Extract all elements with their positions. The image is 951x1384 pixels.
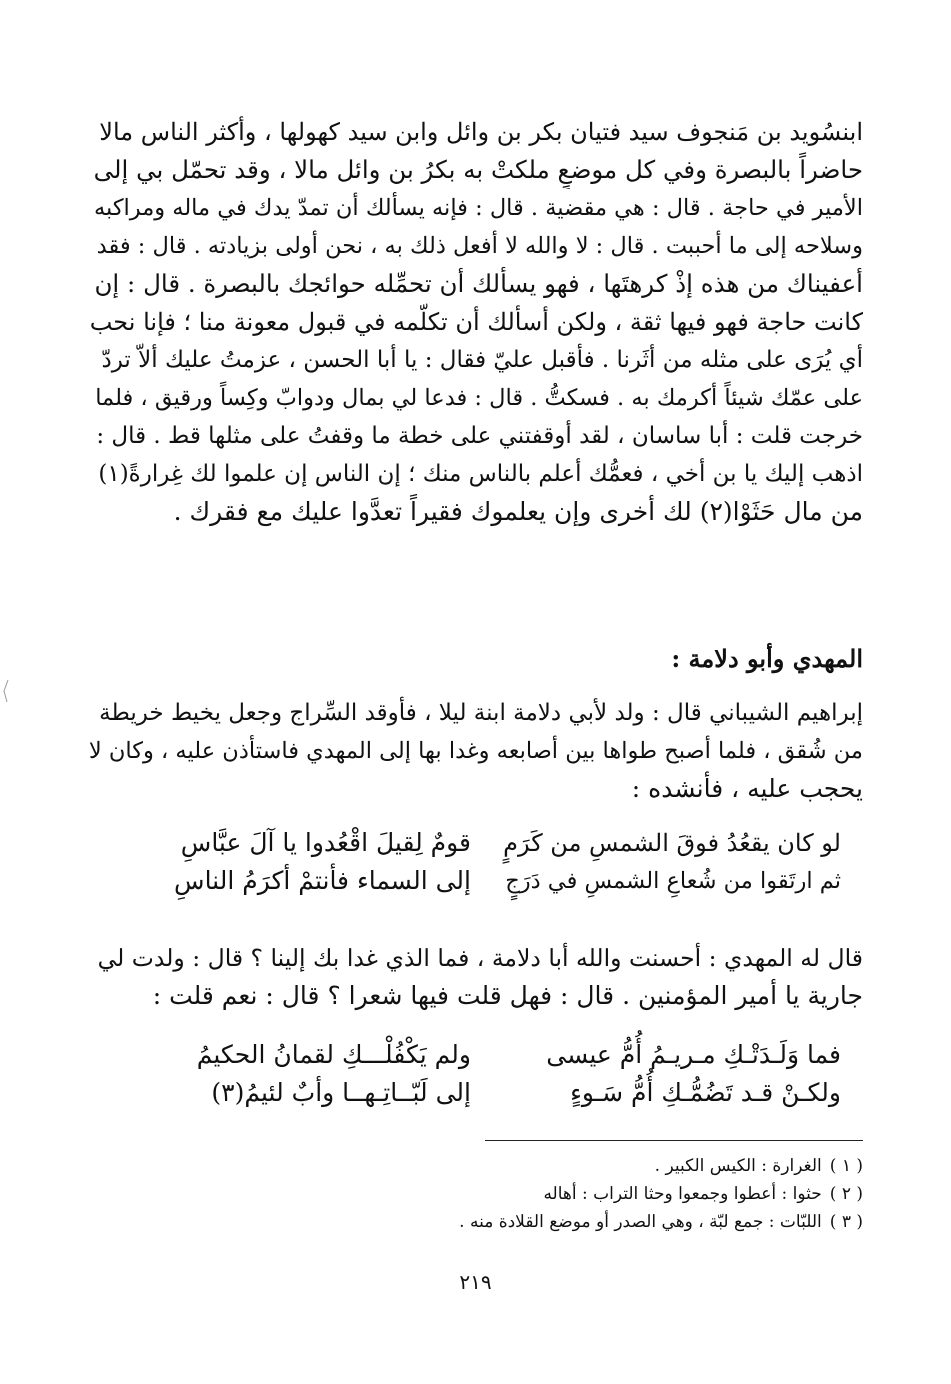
poem-verses-1 — [131, 824, 841, 900]
verse-row — [131, 824, 841, 862]
text-line: اذهب إليك يا بن أخي ، فعمُّك أعلم بالناس منك ؛ إن الناس إن علموا لك غِرارةً(١) — [98, 461, 863, 487]
second-hemistich: إلى لَبّــاتِـهــا وأبٌ لئيمُ(٣) — [211, 1078, 471, 1107]
paragraph-3 — [88, 939, 863, 1015]
paragraph-1 — [88, 113, 863, 531]
text-line: أعفيناك من هذه إذْ كرهتَها ، فهو يسألك أن تحمِّله حوائجك بالبصرة . قال : إن — [94, 269, 863, 298]
footnote-number: ( ٣ ) — [829, 1212, 863, 1232]
paragraph-2 — [88, 694, 863, 808]
page-number: ٢١٩ — [459, 1270, 492, 1294]
text-line: قال له المهدي : أحسنت والله أبا دلامة ، فما الذي غدا بك إلينا ؟ قال : ولدت لي — [97, 944, 863, 972]
text-line: جارية يا أمير المؤمنين . قال : فهل قلت فيها شعرا ؟ قال : نعم قلت : — [152, 981, 863, 1010]
scan-edge-mark — [2, 680, 10, 702]
footnote-text: اللبّات : جمع لبّة ، وهي الصدر أو موضع القلادة منه . — [459, 1212, 822, 1232]
footnote-divider — [485, 1140, 863, 1141]
text-line: وسلاحه إلى ما أحببت . قال : لا والله لا أفعل ذلك به ، نحن أولى بزيادته . قال : فقد — [96, 233, 863, 259]
second-hemistich: ولم يَكْفُلْـــكِ لقمانُ الحكيمُ — [196, 1040, 471, 1069]
text-line: ابنسُويد بن مَنجوف سيد فتيان بكر بن وائل وابن سيد كهولها ، وأكثر الناس مالا — [99, 118, 863, 146]
first-hemistich: فما وَلَـدَتْـكِ مـريـمُ أُمُّ عيسى — [546, 1040, 841, 1069]
footnote-text: حثوا : أعطوا وجمعوا وحثا التراب : أهاله — [543, 1184, 822, 1204]
text-line: كانت حاجة فهو فيها ثقة ، ولكن أسألك أن تكلّمه في قبول معونة منا ؛ فإنا نحب — [89, 308, 863, 336]
footnote — [88, 1180, 863, 1208]
footnote-number: ( ١ ) — [829, 1156, 863, 1176]
text-line: خرجت قلت : أبا ساسان ، لقد أوقفتني على خطة ما وقفتُ على مثلها قط . قال : — [96, 423, 863, 449]
text-line: يحجب عليه ، فأنشده : — [631, 774, 863, 803]
verse-row — [131, 862, 841, 900]
first-hemistich: ثم ارتَقوا من شُعاعِ الشمسِ في دَرَجٍ — [505, 868, 841, 894]
second-hemistich: قومٌ لِقيلَ اقْعُدوا يا آلَ عبَّاسِ — [180, 828, 471, 857]
text-line: إبراهيم الشيباني قال : ولد لأبي دلامة ابنة ليلا ، فأوقد السِّراج وجعل يخيط خريطة — [99, 700, 863, 726]
first-hemistich: لو كان يقعُدُ فوقَ الشمسِ من كَرَمٍ — [503, 829, 841, 857]
footnote — [88, 1208, 863, 1236]
section-heading: المهدي وأبو دلامة : — [671, 644, 863, 673]
text-line: أي يُرَى على مثله من أثَرنا . فأقبل عليّ فقال : يا أبا الحسن ، عزمتُ عليك ألاّ تردّ — [101, 347, 863, 373]
verse-row — [131, 1074, 841, 1112]
poem-verses-2 — [131, 1036, 841, 1112]
second-hemistich: إلى السماء فأنتمْ أكرَمُ الناسِ — [174, 866, 471, 895]
footnote-number: ( ٢ ) — [829, 1184, 863, 1204]
footnote-text: الغرارة : الكيس الكبير . — [654, 1156, 822, 1176]
text-line: من شُقق ، فلما أصبح طواها بين أصابعه وغدا بها إلى المهدي فاستأذن عليه ، وكان لا — [88, 738, 863, 764]
text-line: حاضراً بالبصرة وفي كل موضعٍ ملكتْ به بكرُ بن وائل مالا ، وقد تحمّل بي إلى — [93, 155, 863, 184]
footnote — [88, 1152, 863, 1180]
verse-row — [131, 1036, 841, 1074]
footnotes — [88, 1152, 863, 1236]
text-line: من مال حَثَوْا(٢) لك أخرى وإن يعلموك فقيراً تعدَّوا عليك مع فقرك . — [173, 497, 863, 526]
text-line: الأمير في حاجة . قال : هي مقضية . قال : فإنه يسألك أن تمدّ يدك في ماله ومراكبه — [93, 195, 863, 221]
first-hemistich: ولكـنْ قـد تَضُمُّـكِ أُمُّ سَـوءٍ — [570, 1078, 841, 1107]
text-line: على عمّك شيئاً أكرمك به . فسكتُّ . قال : فدعا لي بمال ودوابّ وكِساً ورقيق ، فلما — [95, 385, 863, 411]
